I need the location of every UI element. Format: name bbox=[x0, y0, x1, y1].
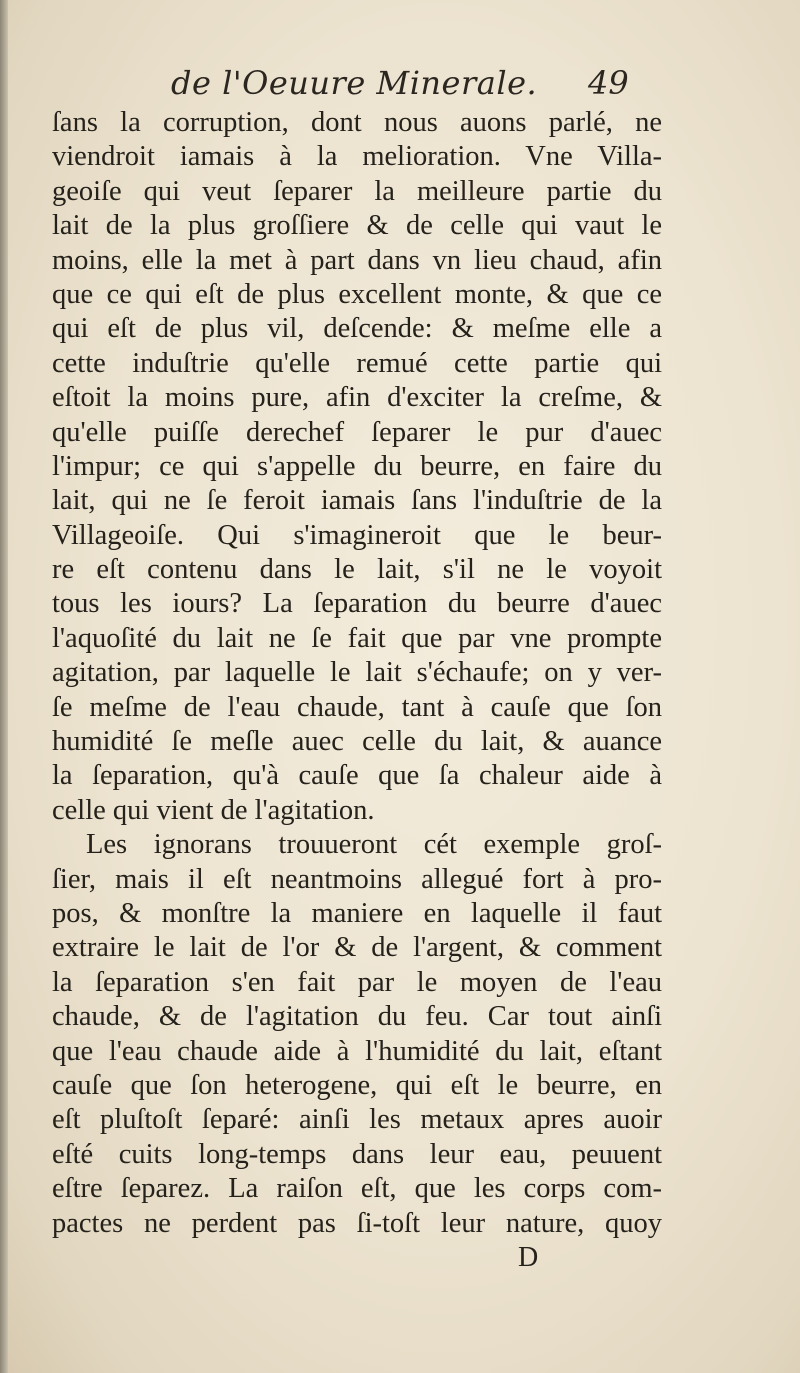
text-line: eſtoit la moins pure, afin d'exciter la creſme, & bbox=[52, 382, 662, 414]
text-line: cauſe que ſon heterogene, qui eſt le beurre, en bbox=[52, 1069, 662, 1101]
text-line: tous les iours? La ſeparation du beurre d'auec bbox=[52, 588, 662, 620]
text-line: eſtre ſeparez. La raiſon eſt, que les corps com- bbox=[52, 1173, 662, 1205]
text-line: Villageoiſe. Qui s'imagineroit que le beur- bbox=[52, 519, 662, 551]
text-line: ſier, mais il eſt neantmoins allegué fort à pro- bbox=[52, 863, 662, 895]
text-line: la ſeparation s'en fait par le moyen de l'eau bbox=[52, 966, 662, 998]
text-line: lait, qui ne ſe feroit iamais ſans l'induſtrie de la bbox=[52, 485, 662, 517]
body-text bbox=[52, 106, 662, 1241]
text-line: geoiſe qui veut ſeparer la meilleure partie du bbox=[52, 175, 662, 207]
text-line: ſans la corruption, dont nous auons parlé, ne bbox=[52, 107, 662, 138]
page-binding-edge bbox=[0, 0, 8, 1373]
text-line: eſt pluſtoſt ſeparé: ainſi les metaux apres auoir bbox=[52, 1104, 662, 1136]
text-line: pos, & monſtre la maniere en laquelle il faut bbox=[52, 897, 662, 929]
paragraph-last-line: celle qui vient de l'agitation. bbox=[52, 794, 375, 826]
text-line: cette induſtrie qu'elle remué cette partie qui bbox=[52, 347, 662, 379]
text-line: qu'elle puiſſe derechef ſeparer le pur d'auec bbox=[52, 416, 662, 448]
text-line: pactes ne perdent pas ſi-toſt leur nature, quoy bbox=[52, 1207, 662, 1239]
text-line: re eſt contenu dans le lait, s'il ne le voyoit bbox=[52, 554, 662, 586]
text-line: moins, elle la met à part dans vn lieu chaud, afin bbox=[52, 244, 662, 276]
text-line: eſté cuits long-temps dans leur eau, peuuent bbox=[52, 1138, 662, 1170]
text-line: lait de la plus groſſiere & de celle qui vaut le bbox=[52, 210, 662, 242]
text-line: la ſeparation, qu'à cauſe que ſa chaleur aide à bbox=[52, 760, 662, 792]
text-line: chaude, & de l'agitation du feu. Car tout ainſi bbox=[52, 1001, 662, 1033]
text-line: agitation, par laquelle le lait s'échaufe; on y ver- bbox=[52, 657, 662, 689]
text-line: viendroit iamais à la melioration. Vne Villa- bbox=[52, 141, 662, 173]
text-line: ſe meſme de l'eau chaude, tant à cauſe que ſon bbox=[52, 691, 662, 723]
text-line: l'aquoſité du lait ne ſe fait que par vne prompte bbox=[52, 622, 662, 654]
text-line: extraire le lait de l'or & de l'argent, & comment bbox=[52, 932, 662, 964]
running-title: de l'Oeuure Minerale. bbox=[171, 64, 538, 102]
paragraph-first-line: Les ignorans trouueront cét exemple groſ- bbox=[86, 829, 662, 861]
page-number: 49 bbox=[588, 64, 629, 102]
text-line: humidité ſe meſle auec celle du lait, & auance bbox=[52, 726, 662, 758]
text-line: que ce qui eſt de plus excellent monte, & que ce bbox=[52, 278, 662, 310]
text-line: que l'eau chaude aide à l'humidité du lait, eſtant bbox=[52, 1035, 662, 1067]
text-line: l'impur; ce qui s'appelle du beurre, en faire du bbox=[52, 450, 662, 482]
text-line: qui eſt de plus vil, deſcende: & meſme elle a bbox=[52, 313, 662, 345]
signature-mark: D bbox=[518, 1242, 539, 1273]
